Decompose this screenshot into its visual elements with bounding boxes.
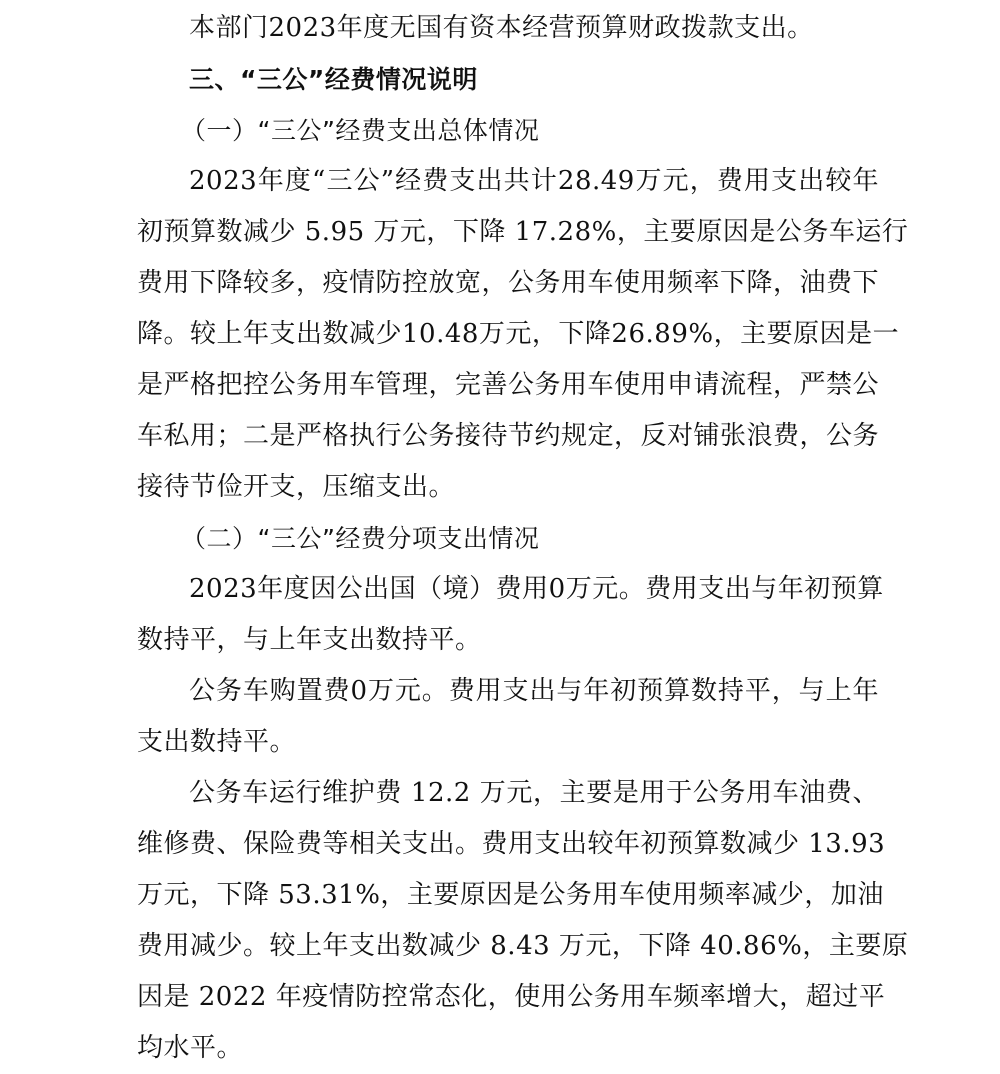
sub1-line: 费用下降较多，疫情防控放宽，公务用车使用频率下降，油费下	[137, 268, 880, 298]
sub2-line: 均水平。	[137, 1033, 244, 1063]
sub2-title: （二）“三公”经费分项支出情况	[181, 524, 540, 553]
sub2-line: 因是 2022 年疫情防控常态化，使用公务用车频率增大，超过平	[137, 982, 886, 1012]
sub1-line: 接待节俭开支，压缩支出。	[137, 472, 456, 502]
sub2-paragraph-abroad	[137, 564, 884, 666]
sub2-line: 费用减少。较上年支出数减少 8.43 万元，下降 40.86%，主要原	[137, 931, 909, 961]
sub1-line: 降。较上年支出数减少10.48万元，下降26.89%，主要原因是一	[137, 319, 900, 349]
sub2-line: 公务车运行维护费 12.2 万元，主要是用于公务用车油费、	[189, 778, 879, 808]
sub1-line: 2023年度“三公”经费支出共计28.49万元，费用支出较年	[189, 166, 879, 196]
intro-line: 本部门2023年度无国有资本经营预算财政拨款支出。	[189, 13, 814, 43]
sub1-line: 是严格把控公务用车管理，完善公务用车使用申请流程，严禁公	[137, 370, 880, 400]
section3-title: 三、“三公”经费情况说明	[189, 65, 478, 94]
sub2-line: 支出数持平。	[137, 727, 297, 757]
sub2-paragraph-vehicle-purchase	[137, 666, 879, 768]
sub1-title: （一）“三公”经费支出总体情况	[181, 116, 540, 145]
document-page	[137, 0, 909, 1074]
sub1-line: 车私用；二是严格执行公务接待节约规定，反对铺张浪费，公务	[137, 421, 880, 451]
sub2-paragraph-vehicle-operation	[137, 768, 909, 1074]
sub1-line: 初预算数减少 5.95 万元，下降 17.28%，主要原因是公务车运行	[137, 217, 909, 247]
sub2-line: 公务车购置费0万元。费用支出与年初预算数持平，与上年	[189, 676, 879, 706]
sub2-line: 维修费、保险费等相关支出。费用支出较年初预算数减少 13.93	[137, 829, 886, 859]
sub1-paragraph	[137, 156, 909, 513]
sub2-line: 万元，下降 53.31%，主要原因是公务用车使用频率减少，加油	[137, 880, 884, 910]
sub2-line: 2023年度因公出国（境）费用0万元。费用支出与年初预算	[189, 574, 884, 604]
sub2-line: 数持平，与上年支出数持平。	[137, 625, 482, 655]
